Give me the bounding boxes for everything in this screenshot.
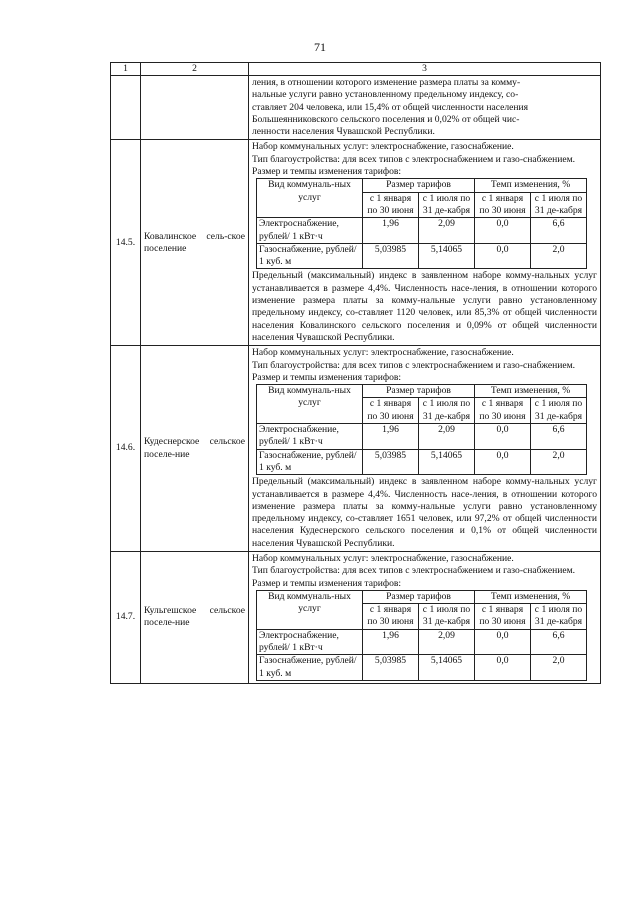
services-set: Набор коммунальных услуг: электроснабжение, газоснабжение.	[252, 347, 514, 359]
tariff-caption: Размер и темпы изменения тарифов:	[252, 371, 402, 383]
continuation-text	[249, 76, 601, 140]
section-number: 14.5.	[111, 140, 141, 346]
col-service-header: Вид коммуналь-ных услуг	[257, 179, 363, 218]
service-name: Газоснабжение, рублей/ 1 куб. м	[257, 449, 363, 475]
change-value: 6,6	[531, 218, 587, 244]
tariff-header-row	[257, 385, 587, 398]
period-header: с 1 июля по 31 де-кабря	[531, 192, 587, 218]
tariff-header-row	[257, 590, 587, 603]
section-row	[111, 346, 601, 552]
service-name: Газоснабжение, рублей/ 1 куб. м	[257, 655, 363, 681]
tariff-value: 1,96	[363, 218, 419, 244]
change-value: 0,0	[475, 449, 531, 475]
tariff-row-gas	[257, 655, 587, 681]
change-value: 6,6	[531, 424, 587, 450]
tariff-row-gas	[257, 243, 587, 269]
header-row	[111, 63, 601, 76]
change-value: 2,0	[531, 243, 587, 269]
period-header: с 1 июля по 31 де-кабря	[419, 604, 475, 630]
col-service-header: Вид коммуналь-ных услуг	[257, 590, 363, 629]
continuation-line: ленности населения Чувашской Республики.	[252, 126, 435, 138]
tariff-value: 2,09	[419, 424, 475, 450]
col-tariff-header: Размер тарифов	[363, 590, 475, 603]
header-col-3: 3	[249, 63, 601, 76]
tariff-row-gas	[257, 449, 587, 475]
tariff-value: 5,03985	[363, 655, 419, 681]
section-content	[249, 551, 601, 683]
period-header: с 1 января по 30 июня	[475, 604, 531, 630]
change-value: 0,0	[475, 629, 531, 655]
tariff-row-electricity	[257, 218, 587, 244]
period-header: с 1 января по 30 июня	[475, 192, 531, 218]
tariff-value: 5,03985	[363, 449, 419, 475]
settlement-name: Кульгешское сельское поселе-ние	[141, 551, 249, 683]
amenity-type: Тип благоустройства: для всех типов с электроснабжением и газо-снабжением.	[252, 359, 576, 371]
col-change-header: Темп изменения, %	[475, 179, 587, 192]
section-number: 14.7.	[111, 551, 141, 683]
tariff-row-electricity	[257, 629, 587, 655]
section-row	[111, 140, 601, 346]
period-header: с 1 июля по 31 де-кабря	[419, 398, 475, 424]
period-header: с 1 июля по 31 де-кабря	[531, 398, 587, 424]
settlement-name: Ковалинское сель-ское поселение	[141, 140, 249, 346]
page-number: 71	[314, 40, 326, 54]
tariff-table	[256, 590, 587, 681]
index-paragraph: Предельный (максимальный) индекс в заявленном наборе комму-нальных услуг устанавливается в размере 4,4%. Численность насе-ления, в отношении которого изменение размера платы за комму-нальные услуги равно установленному предельному индексу, со-ставляет 1651 человек, или 97,2% от общей численности населения Кудеснерского сельского поселения и 0,1% от общей численности населения Чувашской Республики.	[252, 476, 597, 549]
change-value: 6,6	[531, 629, 587, 655]
continuation-num-cell	[111, 76, 141, 140]
change-value: 2,0	[531, 655, 587, 681]
section-row	[111, 551, 601, 683]
index-paragraph: Предельный (максимальный) индекс в заявленном наборе комму-нальных услуг устанавливается в размере 4,4%. Численность насе-ления, в отношении которого изменение размера платы за комму-нальные услуги равно установленному предельному индексу, со-ставляет 1120 человек, или 85,3% от общей численности населения Ковалинского сельского поселения и 0,09% от общей численности населения Чувашской Республики.	[252, 270, 597, 343]
tariff-value: 5,03985	[363, 243, 419, 269]
amenity-type: Тип благоустройства: для всех типов с электроснабжением и газо-снабжением.	[252, 565, 576, 577]
section-content	[249, 346, 601, 552]
header-col-2: 2	[141, 63, 249, 76]
section-content	[249, 140, 601, 346]
tariff-value: 5,14065	[419, 449, 475, 475]
tariff-header-row	[257, 179, 587, 192]
period-header: с 1 января по 30 июня	[363, 604, 419, 630]
change-value: 2,0	[531, 449, 587, 475]
continuation-line: ставляет 204 человека, или 15,4% от общей численности населения	[252, 101, 529, 113]
col-tariff-header: Размер тарифов	[363, 179, 475, 192]
tariff-value: 1,96	[363, 629, 419, 655]
tariff-caption: Размер и темпы изменения тарифов:	[252, 577, 402, 589]
change-value: 0,0	[475, 243, 531, 269]
continuation-name-cell	[141, 76, 249, 140]
change-value: 0,0	[475, 655, 531, 681]
period-header: с 1 января по 30 июня	[475, 398, 531, 424]
tariff-table	[256, 178, 587, 269]
tariff-value: 1,96	[363, 424, 419, 450]
document-table	[110, 62, 601, 684]
change-value: 0,0	[475, 424, 531, 450]
settlement-name: Кудеснерское сельское поселе-ние	[141, 346, 249, 552]
change-value: 0,0	[475, 218, 531, 244]
header-col-1: 1	[111, 63, 141, 76]
service-name: Электроснабжение, рублей/ 1 кВт·ч	[257, 629, 363, 655]
tariff-table	[256, 384, 587, 475]
col-change-header: Темп изменения, %	[475, 385, 587, 398]
tariff-row-electricity	[257, 424, 587, 450]
amenity-type: Тип благоустройства: для всех типов с электроснабжением и газо-снабжением.	[252, 153, 576, 165]
tariff-value: 2,09	[419, 218, 475, 244]
period-header: с 1 июля по 31 де-кабря	[531, 604, 587, 630]
col-tariff-header: Размер тарифов	[363, 385, 475, 398]
period-header: с 1 января по 30 июня	[363, 398, 419, 424]
tariff-value: 5,14065	[419, 655, 475, 681]
services-set: Набор коммунальных услуг: электроснабжение, газоснабжение.	[252, 552, 514, 564]
continuation-row	[111, 76, 601, 140]
period-header: с 1 июля по 31 де-кабря	[419, 192, 475, 218]
continuation-line: ления, в отношении которого изменение размера платы за комму-	[252, 77, 521, 88]
service-name: Газоснабжение, рублей/ 1 куб. м	[257, 243, 363, 269]
continuation-line: Большеянниковского сельского поселения и 0,02% от общей чис-	[252, 113, 520, 125]
tariff-caption: Размер и темпы изменения тарифов:	[252, 166, 402, 178]
service-name: Электроснабжение, рублей/ 1 кВт·ч	[257, 424, 363, 450]
col-change-header: Темп изменения, %	[475, 590, 587, 603]
col-service-header: Вид коммуналь-ных услуг	[257, 385, 363, 424]
section-number: 14.6.	[111, 346, 141, 552]
service-name: Электроснабжение, рублей/ 1 кВт·ч	[257, 218, 363, 244]
continuation-line: нальные услуги равно установленному предельному индексу, со-	[252, 89, 519, 101]
tariff-value: 5,14065	[419, 243, 475, 269]
tariff-value: 2,09	[419, 629, 475, 655]
services-set: Набор коммунальных услуг: электроснабжение, газоснабжение.	[252, 141, 514, 153]
period-header: с 1 января по 30 июня	[363, 192, 419, 218]
